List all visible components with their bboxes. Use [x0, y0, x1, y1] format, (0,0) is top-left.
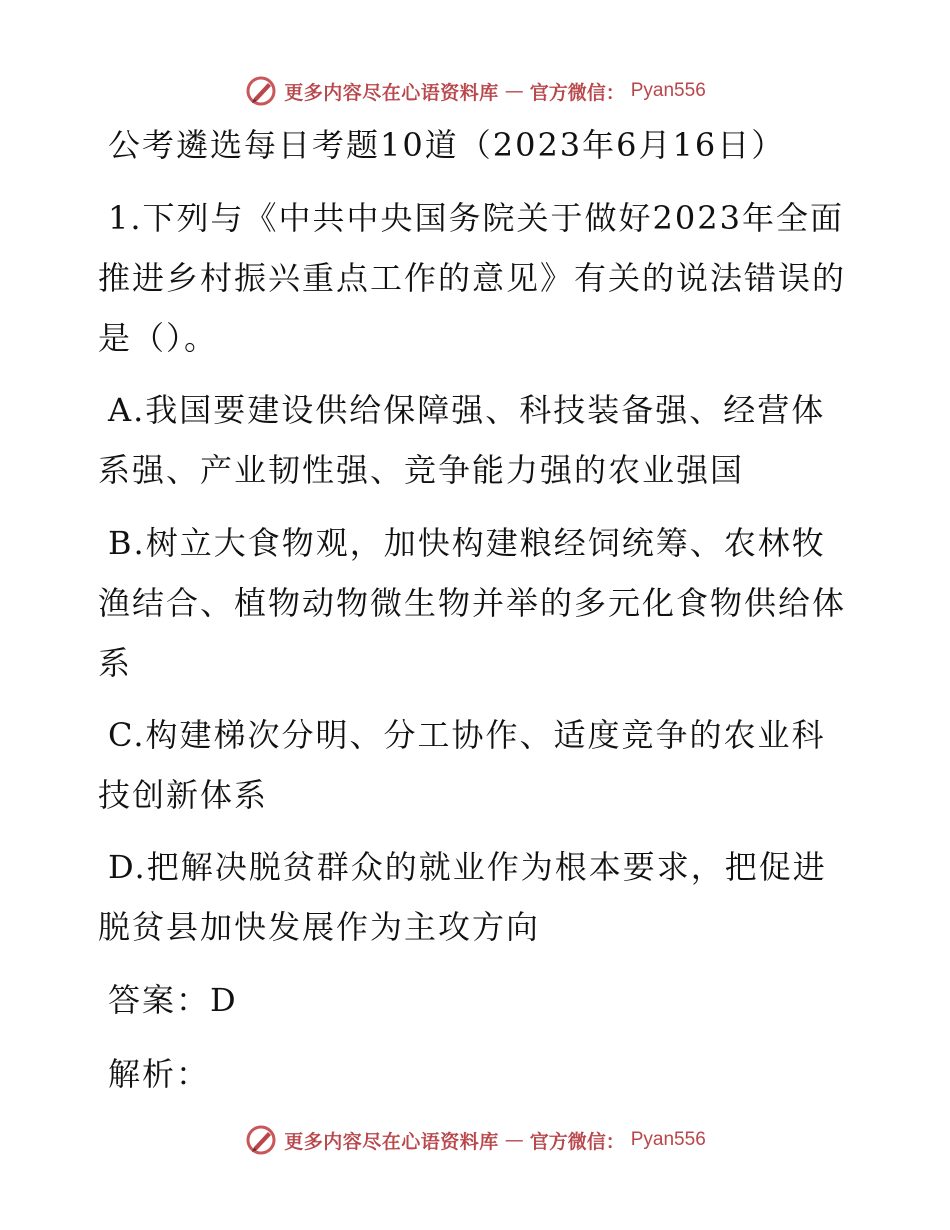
banner-dash: —	[504, 1129, 524, 1151]
answer-text: 答案：D	[108, 981, 238, 1019]
banner-wechat-label: 官方微信：	[529, 81, 625, 104]
option-line: 脱贫县加快发展作为主攻方向	[98, 908, 541, 946]
option-line: A.我国要建设供给保障强、科技装备强、经营体	[108, 391, 826, 429]
banner-dash: —	[504, 80, 524, 102]
banner-main-text: 更多内容尽在心语资料库	[284, 1130, 499, 1153]
option-line: 技创新体系	[98, 776, 269, 814]
question-stem-line: 1.下列与《中共中央国务院关于做好2023年全面	[108, 199, 844, 237]
option-line: B.树立大食物观，加快构建粮经饲统筹、农林牧	[108, 524, 826, 562]
option-line: D.把解决脱贫群众的就业作为根本要求，把促进	[108, 848, 827, 886]
option-line: C.构建梯次分明、分工协作、适度竞争的农业科	[108, 716, 826, 754]
banner-wechat-id: Pyan556	[630, 1129, 706, 1150]
pen-logo-icon	[244, 1123, 278, 1157]
question-stem-line: 推进乡村振兴重点工作的意见》有关的说法错误的	[98, 259, 847, 297]
banner-wechat-id: Pyan556	[630, 80, 706, 101]
option-line: 渔结合、植物动物微生物并举的多元化食物供给体	[98, 584, 847, 622]
footer-banner	[0, 1120, 950, 1160]
question-stem-line: 是（）。	[98, 319, 219, 357]
banner-wechat-label: 官方微信：	[529, 1130, 625, 1153]
page-title: 公考遴选每日考题10道（2023年6月16日）	[108, 126, 786, 164]
banner-main-text: 更多内容尽在心语资料库	[284, 81, 499, 104]
analysis-label: 解析：	[108, 1055, 211, 1093]
option-line: 系	[98, 644, 133, 682]
option-line: 系强、产业韧性强、竞争能力强的农业强国	[98, 451, 745, 489]
